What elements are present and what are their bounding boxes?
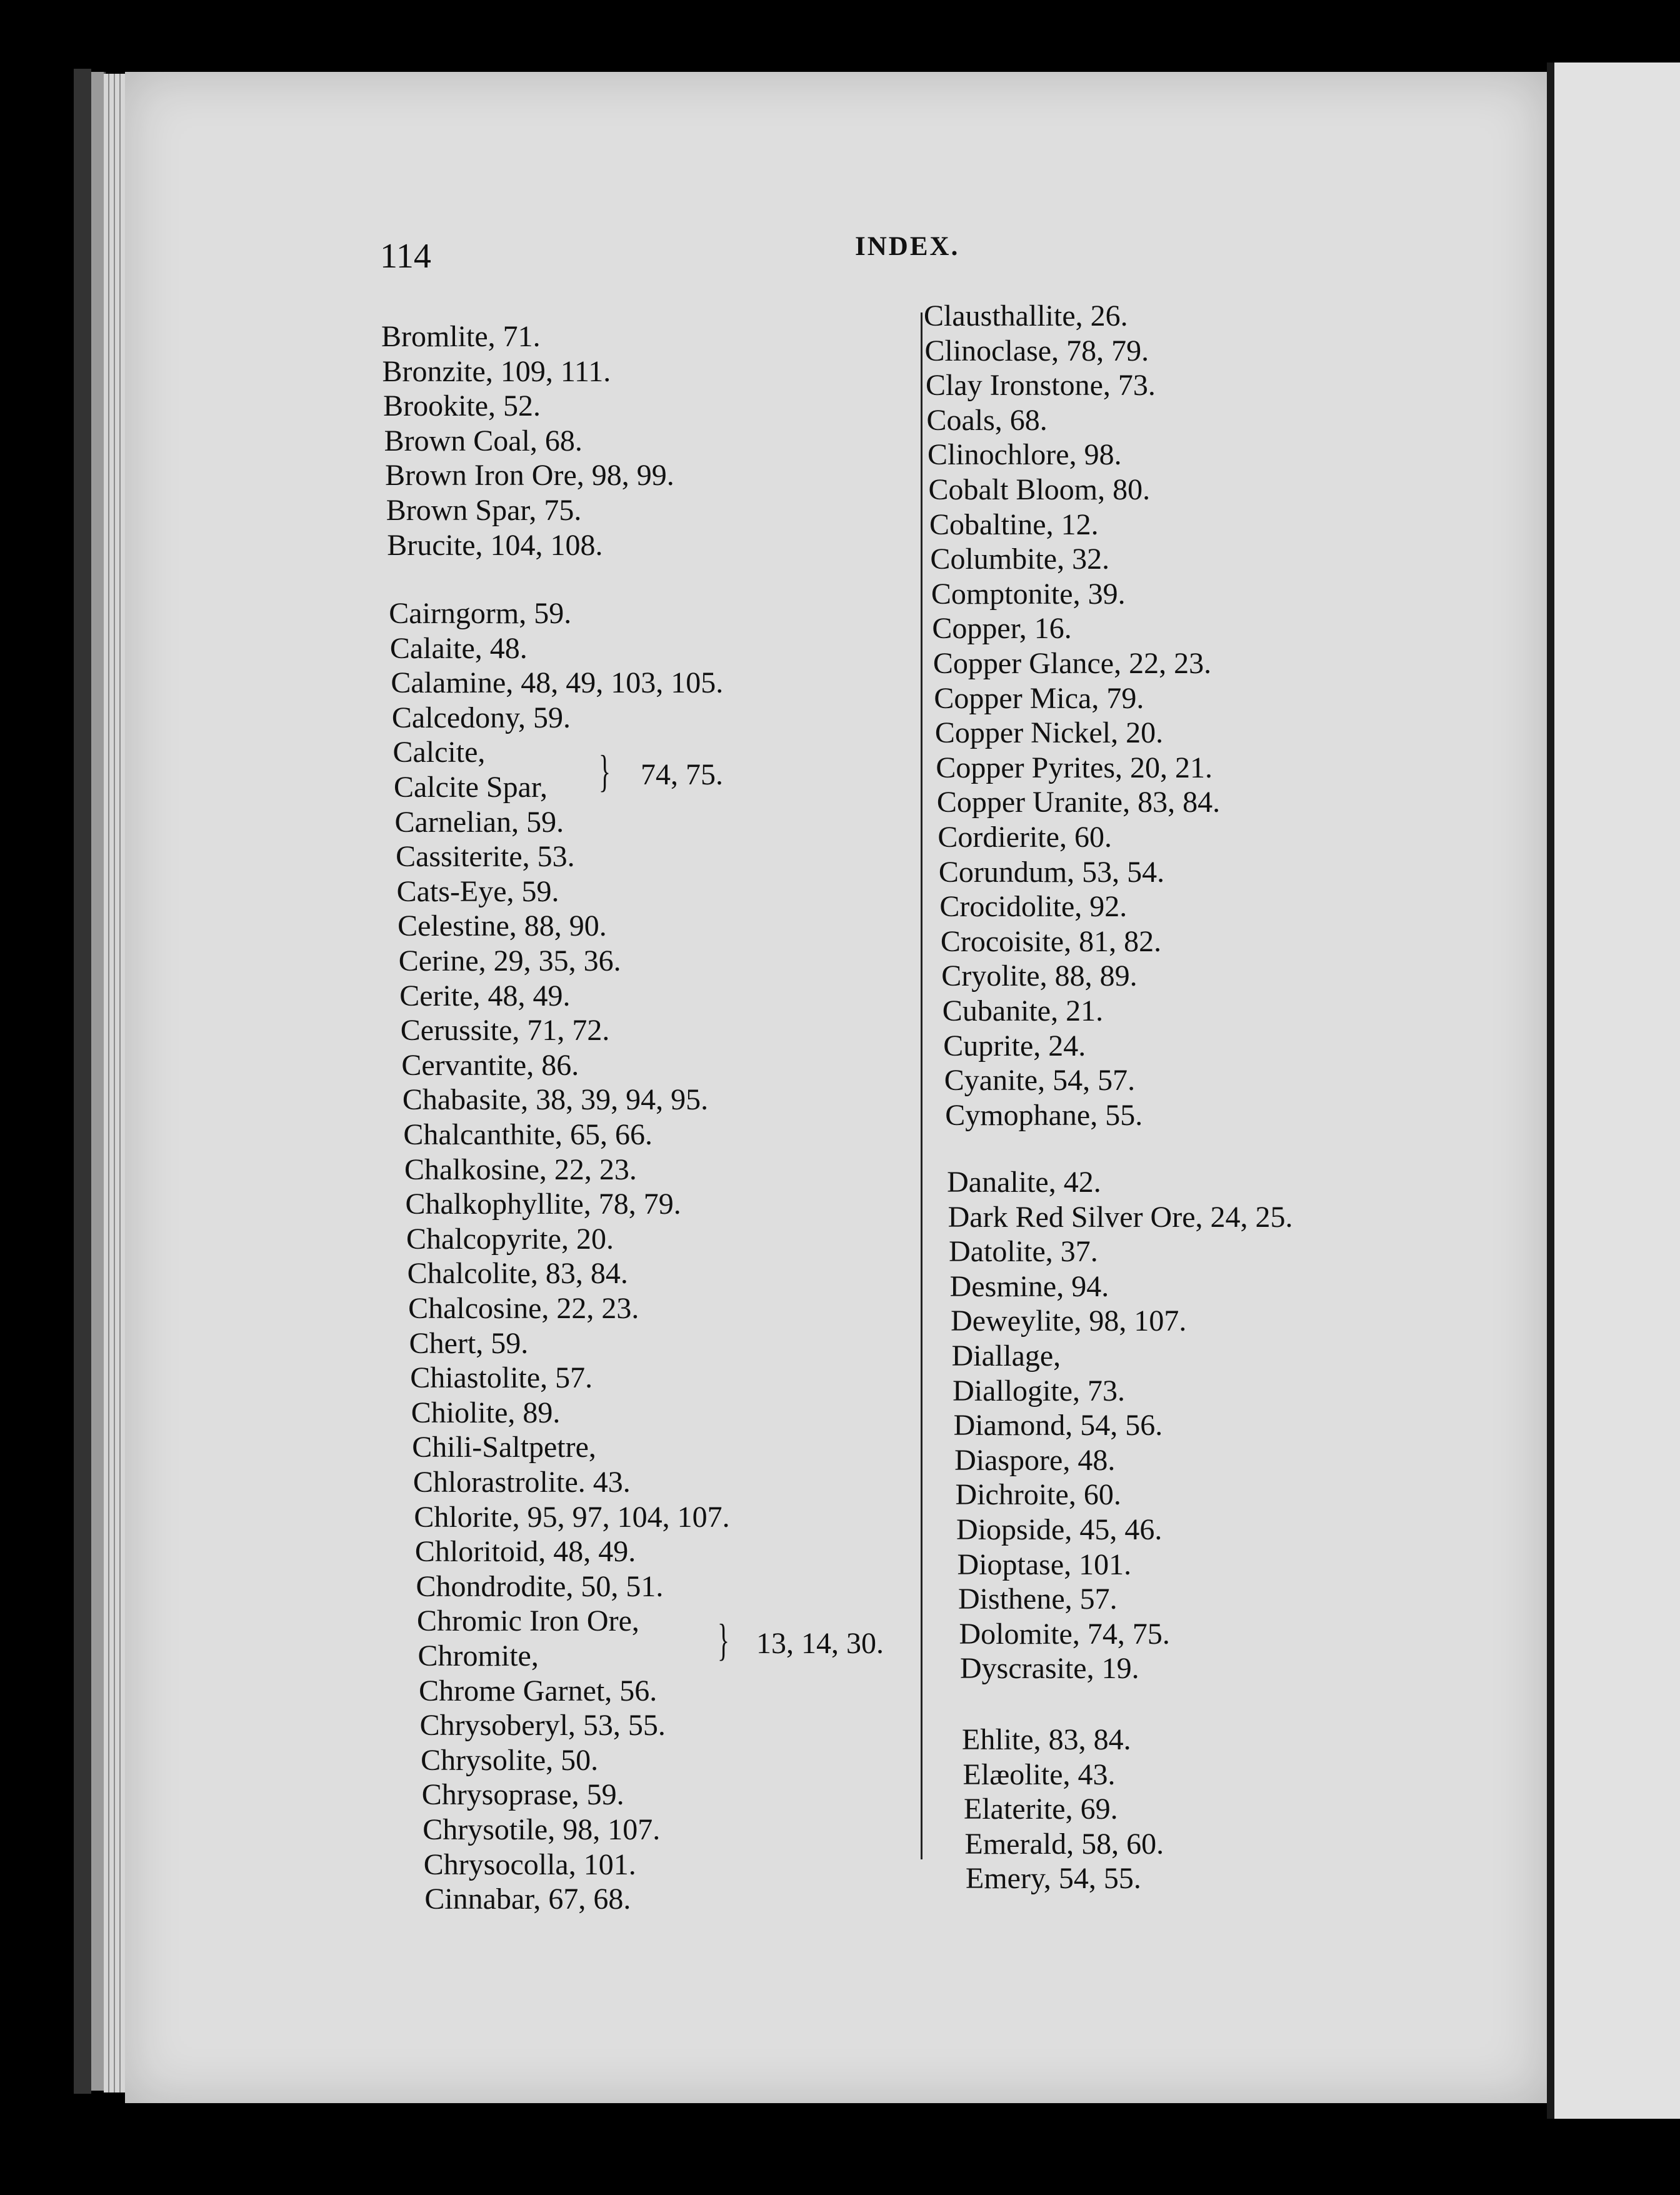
index-entry: Dolomite, 74, 75. (959, 1617, 1170, 1651)
index-entry: Chalcanthite, 65, 66. (403, 1118, 652, 1151)
index-entry: Diallogite, 73. (952, 1374, 1126, 1408)
index-entry: Bronzite, 109, 111. (382, 354, 611, 388)
index-entry: Brown Iron Ore, 98, 99. (385, 459, 674, 492)
index-entry: Emerald, 58, 60. (964, 1827, 1164, 1861)
grouping-brace: } (718, 1615, 730, 1666)
index-entry: Cinnabar, 67, 68. (424, 1882, 631, 1916)
index-entry: Copper Glance, 22, 23. (932, 647, 1212, 680)
index-entry: Chert, 59. (409, 1326, 529, 1360)
index-entry: Cats-Eye, 59. (396, 874, 559, 908)
index-entry: Deweylite, 98, 107. (951, 1304, 1187, 1338)
index-entry: Bromlite, 71. (381, 320, 541, 353)
page-gutter (1547, 62, 1554, 2119)
index-entry: Chalcosine, 22, 23. (408, 1292, 639, 1325)
index-entry: Copper Mica, 79. (934, 681, 1144, 715)
index-entry: Brown Spar, 75. (386, 494, 582, 527)
index-entry: Clinochlore, 98. (927, 438, 1122, 472)
index-entry: Elaterite, 69. (964, 1792, 1118, 1826)
index-entry: Cordierite, 60. (938, 821, 1112, 854)
index-entry: Clausthallite, 26. (924, 299, 1128, 332)
index-entry: Chrysoberyl, 53, 55. (419, 1709, 666, 1742)
index-entry: Dioptase, 101. (957, 1548, 1132, 1581)
index-entry: Datolite, 37. (949, 1235, 1098, 1269)
index-entry: Chalkosine, 22, 23. (404, 1152, 637, 1186)
index-entry: Corundum, 53, 54. (938, 855, 1165, 889)
index-entry: Diamond, 54, 56. (953, 1409, 1163, 1442)
index-entry: Clinoclase, 78, 79. (924, 334, 1149, 368)
index-entry: Chrysolite, 50. (421, 1743, 599, 1777)
index-entry: Desmine, 94. (949, 1269, 1109, 1303)
index-entry: Copper Uranite, 83, 84. (936, 786, 1221, 819)
index-entry: Clay Ironstone, 73. (925, 369, 1156, 402)
index-entry: Cubanite, 21. (942, 994, 1104, 1028)
index-entry: Cymophane, 55. (945, 1098, 1143, 1132)
index-entry: Dyscrasite, 19. (960, 1652, 1139, 1686)
next-page-edge (1554, 62, 1680, 2119)
shared-page-numbers: 74, 75. (641, 758, 723, 792)
index-entry: Calcedony, 59. (391, 701, 571, 734)
index-entry: Chromite, (418, 1639, 539, 1672)
index-entry: Cerite, 48, 49. (399, 979, 571, 1012)
grouping-brace: } (599, 746, 611, 797)
index-entry: Cyanite, 54, 57. (944, 1064, 1136, 1098)
index-entry: Cerussite, 71, 72. (400, 1014, 610, 1048)
index-entry: Chalkophyllite, 78, 79. (405, 1188, 681, 1221)
index-entry: Cuprite, 24. (943, 1029, 1086, 1062)
column-divider (921, 312, 922, 1859)
index-entry: Calcite Spar, (393, 771, 548, 804)
index-entry: Chiolite, 89. (411, 1396, 561, 1429)
index-entry: Brookite, 52. (383, 389, 541, 423)
index-entry: Ehlite, 83, 84. (962, 1723, 1131, 1756)
index-entry: Columbite, 32. (930, 542, 1110, 576)
index-entry: Brucite, 104, 108. (387, 528, 603, 562)
index-entry: Calaite, 48. (389, 631, 528, 665)
shared-page-numbers: 13, 14, 30. (756, 1627, 884, 1661)
index-entry: Copper Pyrites, 20, 21. (936, 751, 1212, 784)
index-entry: Diallage, (951, 1339, 1061, 1372)
index-entry: Chloritoid, 48, 49. (414, 1535, 636, 1569)
index-entry: Chrome Garnet, 56. (419, 1674, 658, 1708)
index-entry: Chondrodite, 50, 51. (416, 1569, 664, 1603)
index-entry: Chrysotile, 98, 107. (422, 1813, 661, 1846)
index-entry: Chabasite, 38, 39, 94, 95. (402, 1083, 709, 1117)
index-entry: Cobaltine, 12. (929, 508, 1099, 541)
index-entry: Cerine, 29, 35, 36. (398, 944, 621, 978)
index-entry: Emery, 54, 55. (966, 1862, 1141, 1896)
index-entry: Chlorastrolite. 43. (412, 1466, 631, 1499)
index-entry: Calcite, (392, 736, 486, 769)
index-entry: Cassiterite, 53. (396, 840, 575, 874)
index-entry: Diopside, 45, 46. (956, 1513, 1162, 1546)
page-number: 114 (380, 237, 431, 276)
index-entry: Dark Red Silver Ore, 24, 25. (948, 1200, 1293, 1234)
index-entry: Crocoisite, 81, 82. (940, 924, 1162, 958)
index-entry: Cairngorm, 59. (389, 597, 572, 630)
index-entry: Elæolite, 43. (962, 1758, 1116, 1791)
index-entry: Carnelian, 59. (394, 805, 564, 839)
index-entry: Dichroite, 60. (955, 1478, 1121, 1512)
index-entry: Chromic Iron Ore, (416, 1604, 639, 1638)
index-entry: Brown Coal, 68. (384, 424, 582, 458)
index-entry: Celestine, 88, 90. (398, 909, 607, 943)
index-entry: Cobalt Bloom, 80. (928, 473, 1151, 506)
book-spine (74, 69, 91, 2094)
index-entry: Disthene, 57. (958, 1582, 1118, 1616)
index-entry: Chalcopyrite, 20. (406, 1222, 614, 1256)
index-entry: Diaspore, 48. (954, 1443, 1116, 1477)
index-entry: Danalite, 42. (947, 1166, 1101, 1199)
index-entry: Chiastolite, 57. (410, 1361, 593, 1395)
index-entry: Chlorite, 95, 97, 104, 107. (414, 1500, 730, 1534)
index-entry: Chili-Saltpetre, (412, 1431, 596, 1464)
index-entry: Chrysoprase, 59. (421, 1778, 624, 1812)
page-title: INDEX. (855, 232, 960, 261)
index-entry: Calamine, 48, 49, 103, 105. (391, 666, 724, 700)
index-entry: Coals, 68. (926, 403, 1048, 437)
index-entry: Chalcolite, 83, 84. (407, 1257, 628, 1291)
index-entry: Cryolite, 88, 89. (941, 959, 1138, 993)
index-entry: Cervantite, 86. (401, 1048, 579, 1082)
index-page (125, 72, 1547, 2103)
index-entry: Chrysocolla, 101. (423, 1848, 636, 1881)
index-entry: Copper, 16. (932, 612, 1072, 646)
index-entry: Copper Nickel, 20. (934, 716, 1164, 750)
index-entry: Comptonite, 39. (931, 577, 1126, 611)
index-entry: Crocidolite, 92. (939, 890, 1128, 924)
